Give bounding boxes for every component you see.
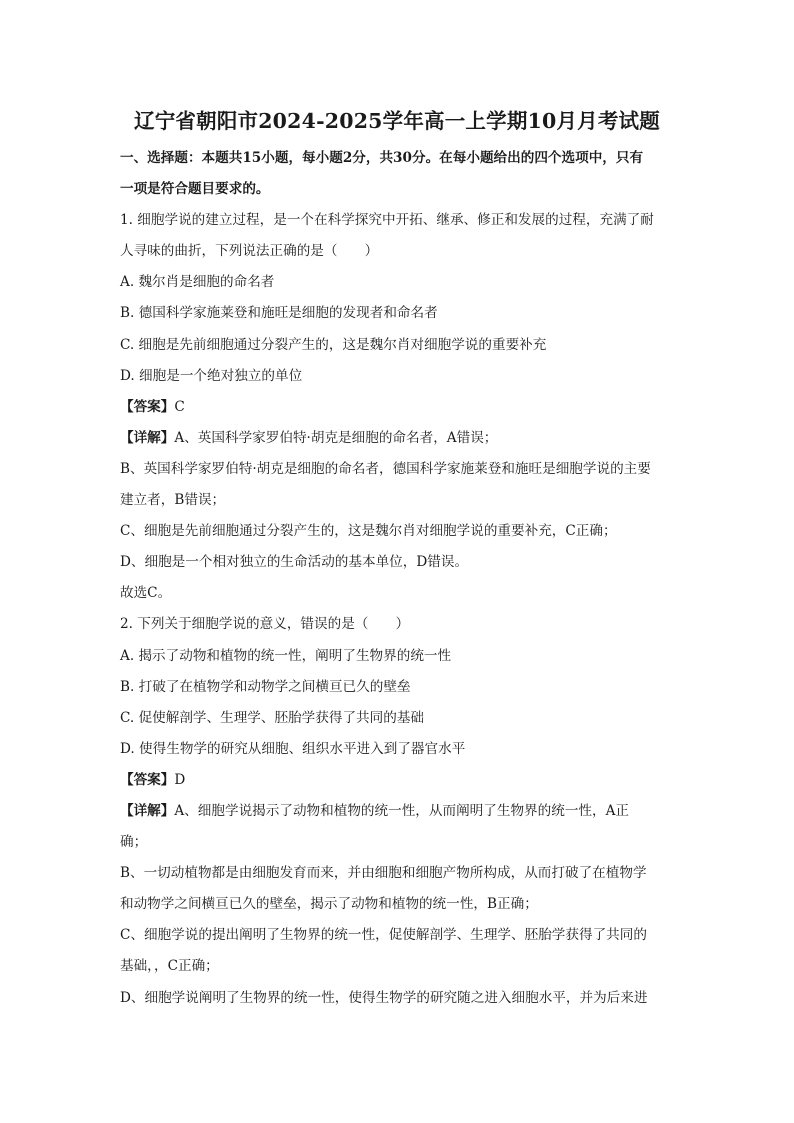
detail-text: A、细胞学说揭示了动物和植物的统一性，从而阐明了生物界的统一性，A正: [174, 802, 630, 819]
q1-conclusion: 故选C。: [120, 585, 172, 602]
q1-answer: [120, 392, 678, 423]
q2-detail-line: 基础，，C正确；: [120, 958, 219, 975]
q2-option-c: C. 促使解剖学、生理学、胚胎学获得了共同的基础: [120, 709, 425, 726]
q1-option-d: D. 细胞是一个绝对独立的单位: [120, 367, 303, 384]
q2-detail-line: 确；: [120, 834, 148, 851]
q2-detail-line: D、细胞学说阐明了生物界的统一性，使得生物学的研究随之进入细胞水平，并为后来进: [120, 989, 648, 1006]
q1-detail-line: C、细胞是先前细胞通过分裂产生的，这是魏尔肖对细胞学说的重要补充，C正确；: [120, 523, 617, 540]
q2-detail: [120, 796, 678, 827]
q1-option-b: B. 德国科学家施莱登和施旺是细胞的发现者和命名者: [120, 305, 438, 322]
q1-detail-line: B、英国科学家罗伯特·胡克是细胞的命名者，德国科学家施莱登和施旺是细胞学说的主要: [120, 460, 651, 477]
q1-detail: [120, 423, 678, 454]
answer-value: C: [174, 398, 185, 415]
q2-option-a: A. 揭示了动物和植物的统一性，阐明了生物界的统一性: [120, 647, 452, 664]
q2-option-b: B. 打破了在植物学和动物学之间横亘已久的壁垒: [120, 678, 411, 695]
detail-tag: 【详解】: [120, 429, 175, 446]
q1-stem-cont: 人寻味的曲折，下列说法正确的是（ ）: [120, 243, 379, 260]
q1-detail-line: D、细胞是一个相对独立的生命活动的基本单位，D错误。: [120, 554, 469, 571]
q2-detail-line: B、一切动植物都是由细胞发育而来，并由细胞和细胞产物所构成，从而打破了在植物学: [120, 865, 647, 882]
q1-option-c: C. 细胞是先前细胞通过分裂产生的，这是魏尔肖对细胞学说的重要补充: [120, 336, 547, 353]
q1-stem: 1. 细胞学说的建立过程，是一个在科学探究中开拓、继承、修正和发展的过程，充满了耐: [120, 212, 654, 229]
q2-answer: [120, 765, 678, 796]
q2-option-d: D. 使得生物学的研究从细胞、组织水平进入到了器官水平: [120, 740, 466, 757]
document-body: [120, 143, 678, 1014]
q1-option-a: A. 魏尔肖是细胞的命名者: [120, 274, 275, 291]
section-instruction: 一、选择题：本题共15小题，每小题2分，共30分。在每小题给出的四个选项中，只有: [120, 150, 644, 166]
answer-tag: 【答案】: [120, 398, 175, 415]
section-instruction-cont: 一项是符合题目要求的。: [120, 181, 270, 198]
q2-detail-line: C、细胞学说的提出阐明了生物界的统一性，促使解剖学、生理学、胚胎学获得了共同的: [120, 927, 647, 944]
detail-text: A、英国科学家罗伯特·胡克是细胞的命名者，A错误；: [174, 429, 498, 446]
q2-stem: 2. 下列关于细胞学说的意义，错误的是（ ）: [120, 616, 410, 633]
detail-tag: 【详解】: [120, 802, 175, 819]
q1-detail-line: 建立者，B错误；: [120, 492, 226, 509]
answer-tag: 【答案】: [120, 771, 175, 788]
q2-detail-line: 和动物学之间横亘已久的壁垒，揭示了动物和植物的统一性，B正确；: [120, 896, 538, 913]
answer-value: D: [174, 771, 186, 788]
exam-title: 辽宁省朝阳市2024-2025学年高一上学期10月月考试题: [134, 109, 660, 133]
